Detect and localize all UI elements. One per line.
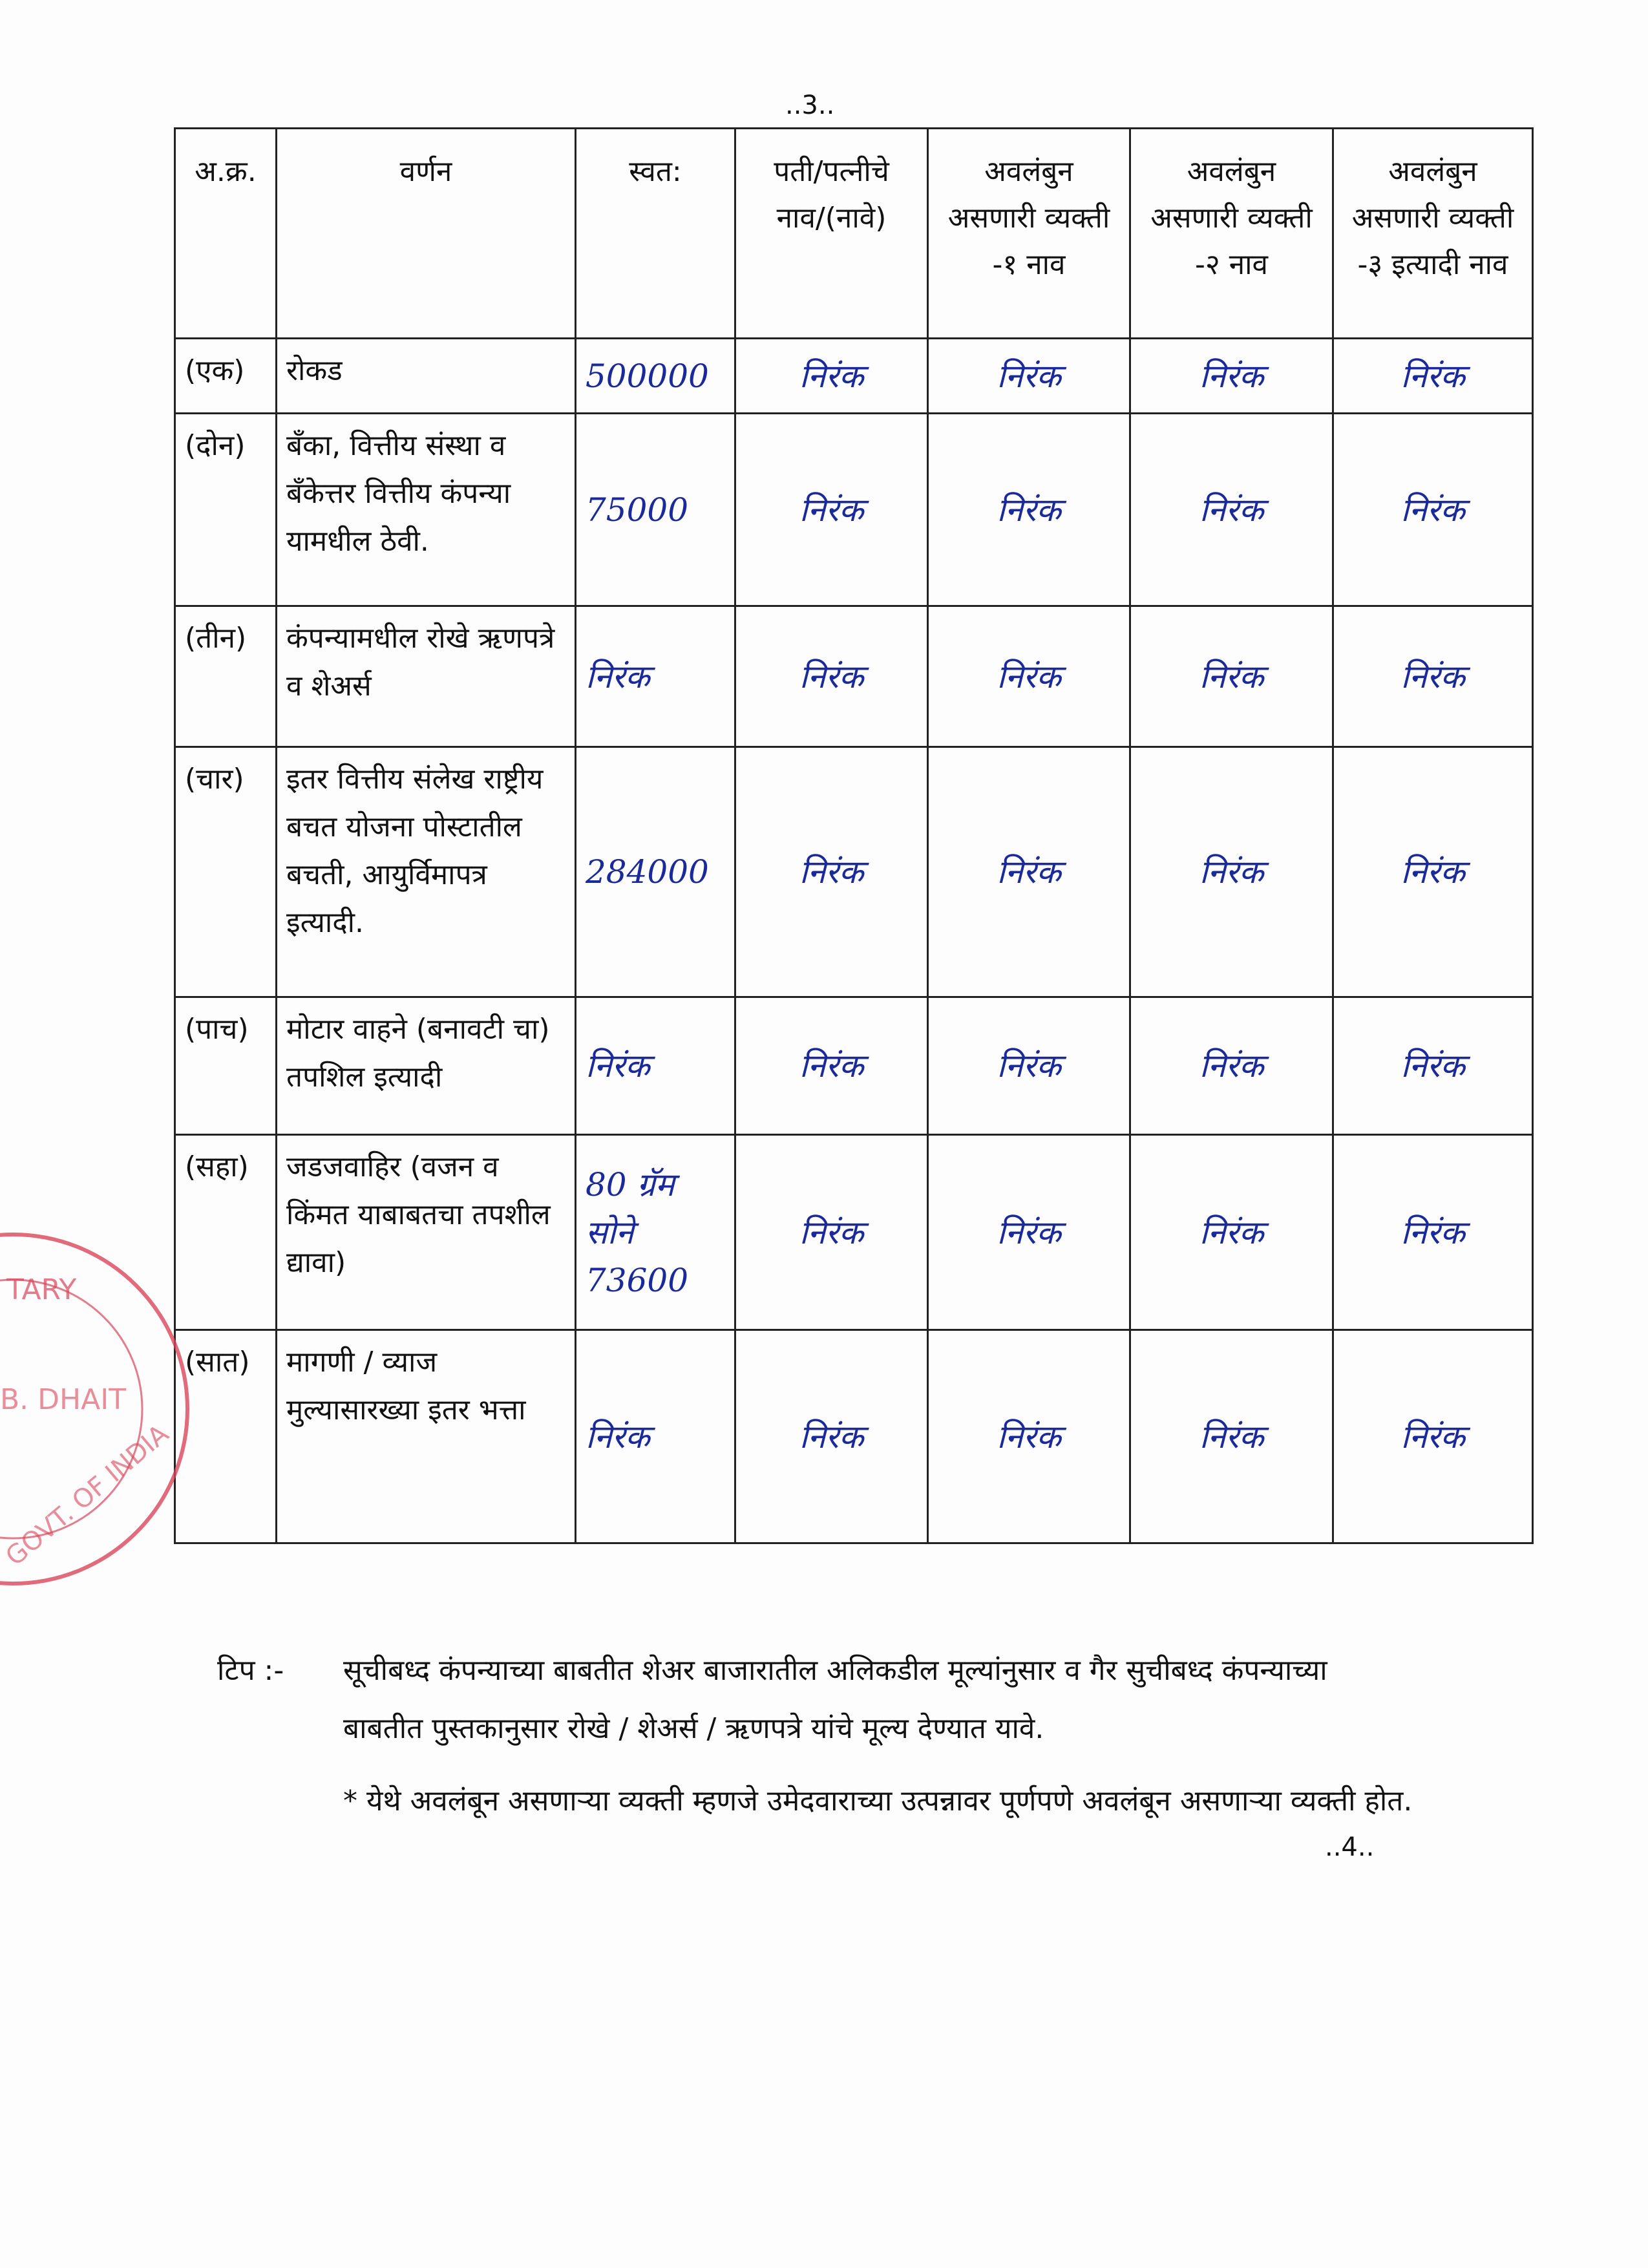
handwritten-d3: निरंक	[1400, 657, 1465, 695]
cell-spouse	[735, 997, 928, 1135]
table-row	[175, 1330, 1533, 1543]
handwritten-d2: निरंक	[1199, 1047, 1264, 1085]
handwritten-spouse: निरंक	[799, 357, 864, 395]
cell-self	[576, 414, 735, 606]
handwritten-self: 75000	[586, 491, 689, 529]
cell-d3	[1333, 747, 1533, 997]
cell-self	[576, 997, 735, 1135]
note-label: टिप :-	[217, 1654, 284, 1687]
handwritten-self: 500000	[586, 357, 709, 395]
table-row	[175, 339, 1533, 414]
cell-self	[576, 606, 735, 747]
handwritten-d1: निरंक	[997, 1213, 1061, 1251]
cell-d2	[1130, 997, 1333, 1135]
assets-table	[174, 127, 1534, 1544]
cell-d3	[1333, 339, 1533, 414]
row-serial: (सात)	[175, 1330, 277, 1543]
row-serial: (तीन)	[175, 606, 277, 747]
row-serial: (दोन)	[175, 414, 277, 606]
cell-d1	[928, 606, 1130, 747]
header-serial: अ.क्र.	[175, 129, 277, 339]
cell-d1	[928, 339, 1130, 414]
page-number-bottom: ..4..	[1325, 1832, 1375, 1862]
handwritten-d3: निरंक	[1400, 1417, 1465, 1456]
handwritten-self: निरंक	[586, 1417, 650, 1456]
handwritten-d3: निरंक	[1400, 491, 1465, 529]
handwritten-spouse: निरंक	[799, 657, 864, 695]
handwritten-spouse: निरंक	[799, 1213, 864, 1251]
header-description: वर्णन	[277, 129, 576, 339]
cell-d3	[1333, 1135, 1533, 1330]
cell-d2	[1130, 339, 1333, 414]
header-dependent-1: अवलंबुन असणारी व्यक्ती -१ नाव	[928, 129, 1130, 339]
handwritten-self: निरंक	[586, 1047, 650, 1085]
handwritten-d1: निरंक	[997, 491, 1061, 529]
cell-d2	[1130, 1330, 1333, 1543]
cell-spouse	[735, 606, 928, 747]
handwritten-d1: निरंक	[997, 657, 1061, 695]
handwritten-d3: निरंक	[1400, 853, 1465, 891]
cell-d3	[1333, 414, 1533, 606]
note-line-1: सूचीबध्द कंपन्याच्या बाबतीत शेअर बाजारातील अलिकडील मूल्यांनुसार व गैर सुचीबध्द कंपन्याच्या	[343, 1654, 1327, 1687]
handwritten-spouse: निरंक	[799, 1047, 864, 1085]
handwritten-self: निरंक	[586, 657, 650, 695]
handwritten-d1: निरंक	[997, 357, 1061, 395]
row-serial: (चार)	[175, 747, 277, 997]
cell-spouse	[735, 1330, 928, 1543]
page-number-top: ..3..	[785, 90, 835, 120]
svg-text:GOVT. OF INDIA: GOVT. OF INDIA	[0, 1419, 174, 1572]
cell-d2	[1130, 747, 1333, 997]
handwritten-d2: निरंक	[1199, 853, 1264, 891]
table-row	[175, 414, 1533, 606]
cell-d1	[928, 414, 1130, 606]
handwritten-d2: निरंक	[1199, 357, 1264, 395]
handwritten-d2: निरंक	[1199, 1417, 1264, 1456]
handwritten-d3: निरंक	[1400, 357, 1465, 395]
handwritten-d2: निरंक	[1199, 657, 1264, 695]
header-dependent-3: अवलंबुन असणारी व्यक्ती -३ इत्यादी नाव	[1333, 129, 1533, 339]
cell-d2	[1130, 606, 1333, 747]
cell-d2	[1130, 1135, 1333, 1330]
cell-d3	[1333, 1330, 1533, 1543]
cell-d1	[928, 997, 1130, 1135]
table-row	[175, 997, 1533, 1135]
cell-d1	[928, 1135, 1130, 1330]
handwritten-d1: निरंक	[997, 853, 1061, 891]
handwritten-d3: निरंक	[1400, 1213, 1465, 1251]
svg-text:B. DHAIT: B. DHAIT	[0, 1383, 127, 1416]
cell-spouse	[735, 339, 928, 414]
cell-self	[576, 1135, 735, 1330]
header-self: स्वत:	[576, 129, 735, 339]
row-description: मागणी / व्याज मुल्यासारख्या इतर भत्ता	[277, 1330, 576, 1543]
notary-stamp	[0, 1215, 194, 1616]
handwritten-d2: निरंक	[1199, 1213, 1264, 1251]
cell-d1	[928, 747, 1130, 997]
cell-self	[576, 747, 735, 997]
note-line-3: * येथे अवलंबून असणाऱ्या व्यक्ती म्हणजे उमेदवाराच्या उत्पन्नावर पूर्णपणे अवलंबून असणाऱ्या व्यक्ती होत.	[343, 1785, 1413, 1818]
row-serial: (पाच)	[175, 997, 277, 1135]
handwritten-spouse: निरंक	[799, 491, 864, 529]
handwritten-d1: निरंक	[997, 1417, 1061, 1456]
row-serial: (सहा)	[175, 1135, 277, 1330]
handwritten-self: 284000	[586, 853, 709, 891]
cell-d3	[1333, 606, 1533, 747]
handwritten-d2: निरंक	[1199, 491, 1264, 529]
header-spouse: पती/पत्नीचे नाव/(नावे)	[735, 129, 928, 339]
cell-d1	[928, 1330, 1130, 1543]
cell-d3	[1333, 997, 1533, 1135]
row-description: इतर वित्तीय संलेख राष्ट्रीय बचत योजना पोस्टातील बचती, आयुर्विमापत्र इत्यादी.	[277, 747, 576, 997]
cell-d2	[1130, 414, 1333, 606]
header-dependent-2: अवलंबुन असणारी व्यक्ती -२ नाव	[1130, 129, 1333, 339]
svg-text:TARY: TARY	[6, 1273, 77, 1306]
handwritten-self: 80 ग्रॅम सोने 73600	[586, 1165, 689, 1299]
row-description: बँका, वित्तीय संस्था व बँकेत्तर वित्तीय कंपन्या यामधील ठेवी.	[277, 414, 576, 606]
row-serial: (एक)	[175, 339, 277, 414]
row-description: रोकड	[277, 339, 576, 414]
handwritten-d1: निरंक	[997, 1047, 1061, 1085]
cell-self	[576, 1330, 735, 1543]
cell-spouse	[735, 1135, 928, 1330]
cell-spouse	[735, 747, 928, 997]
cell-self	[576, 339, 735, 414]
handwritten-d3: निरंक	[1400, 1047, 1465, 1085]
table-row	[175, 606, 1533, 747]
row-description: जडजवाहिर (वजन व किंमत याबाबतचा तपशील द्यावा)	[277, 1135, 576, 1330]
row-description: कंपन्यामधील रोखे ऋणपत्रे व शेअर्स	[277, 606, 576, 747]
cell-spouse	[735, 414, 928, 606]
row-description: मोटार वाहने (बनावटी चा) तपशिल इत्यादी	[277, 997, 576, 1135]
table-row	[175, 747, 1533, 997]
handwritten-spouse: निरंक	[799, 1417, 864, 1456]
table-row	[175, 1135, 1533, 1330]
note-line-2: बाबतीत पुस्तकानुसार रोखे / शेअर्स / ऋणपत्रे यांचे मूल्य देण्यात यावे.	[343, 1712, 1044, 1745]
handwritten-spouse: निरंक	[799, 853, 864, 891]
table-header-row	[175, 129, 1533, 339]
